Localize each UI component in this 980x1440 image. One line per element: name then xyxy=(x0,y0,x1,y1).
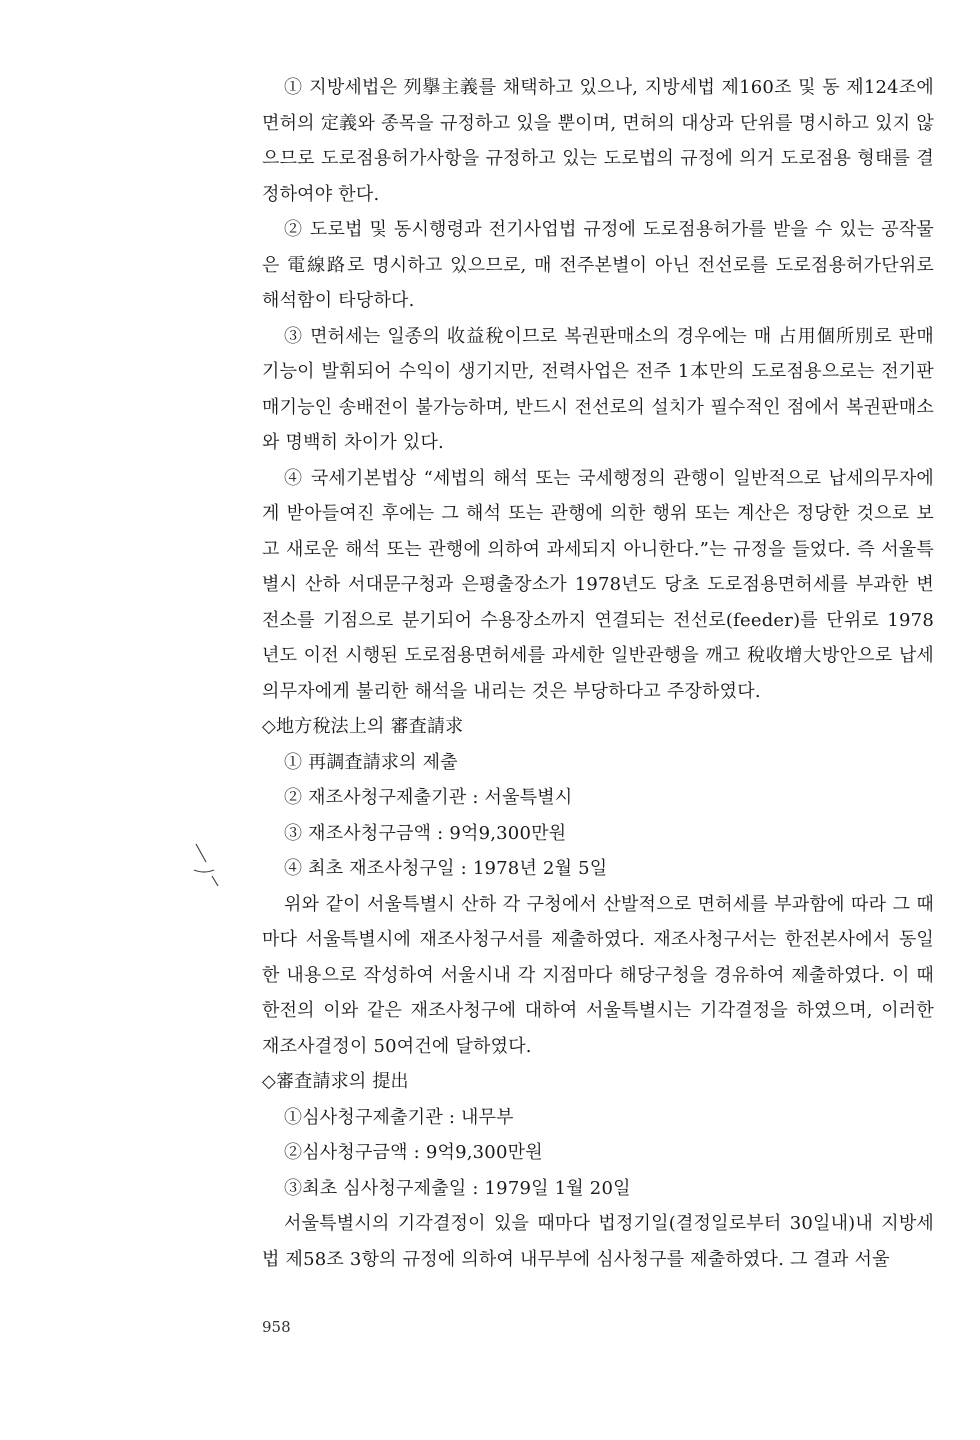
list-item: ② 재조사청구제출기관 : 서울특별시 xyxy=(284,787,573,808)
paragraph-3: ③ 면허세는 일종의 收益稅이므로 복권판매소의 경우에는 매 占用個所別로 판매기능이 발휘되어 수익이 생기지만, 전력사업은 전주 1本만의 도로점용으로는 전기판매기능인 송배전이 불가능하며, 반드시 전선로의 설치가 필수적인 점에서 복권판매소와 명백히 차이가 있다. xyxy=(262,325,934,453)
reinvestigation-list xyxy=(262,745,934,887)
list-item: ②심사청구금액 : 9억9,300만원 xyxy=(284,1142,543,1163)
page-number: 958 xyxy=(262,1318,291,1336)
list-item: ①심사청구제출기관 : 내무부 xyxy=(284,1106,514,1128)
list-item: ① 再調査請求의 제출 xyxy=(284,751,458,773)
paragraph-2: ② 도로법 및 동시행령과 전기사업법 규정에 도로점용허가를 받을 수 있는 공작물은 電線路로 명시하고 있으므로, 매 전주본별이 아닌 전선로를 도로점용허가단위로 해석함이 타당하다. xyxy=(262,219,934,311)
paragraph-review: 서울특별시의 기각결정이 있을 때마다 법정기일(결정일로부터 30일내)내 지방세법 제58조 3항의 규정에 의하여 내무부에 심사청구를 제출하였다. 그 결과 서울 xyxy=(262,1213,934,1270)
list-item: ③최초 심사청구제출일 : 1979일 1월 20일 xyxy=(284,1177,631,1199)
list-item: ④ 최초 재조사청구일 : 1978년 2월 5일 xyxy=(284,858,608,879)
scan-artifact-mark xyxy=(190,840,226,890)
list-item: ③ 재조사청구금액 : 9억9,300만원 xyxy=(284,822,567,844)
review-request-list xyxy=(262,1100,934,1207)
paragraph-reinvestigation: 위와 같이 서울특별시 산하 각 구청에서 산발적으로 면허세를 부과함에 따라 그 때마다 서울특별시에 재조사청구서를 제출하였다. 재조사청구서는 한전본사에서 동일한 내용으로 작성하여 서울시내 각 지점마다 해당구청을 경유하여 제출하였다. 이 때 한전의 이와 같은 재조사청구에 대하여 서울특별시는 기각결정을 하였으며, 이러한 재조사결정이 50여건에 달하였다. xyxy=(262,893,934,1057)
section-heading-review-submission: ◇審査請求의 提出 xyxy=(262,1071,409,1092)
paragraph-1: ① 지방세법은 列擧主義를 채택하고 있으나, 지방세법 제160조 및 동 제124조에 면허의 定義와 종목을 규정하고 있을 뿐이며, 면허의 대상과 단위를 명시하고 있지 않으므로 도로점용허가사항을 규정하고 있는 도로법의 규정에 의거 도로점용 형태를 결정하여야 한다. xyxy=(262,77,934,205)
section-heading-local-tax-review: ◇地方稅法上의 審査請求 xyxy=(262,716,464,737)
document-page xyxy=(262,70,934,1277)
paragraph-4: ④ 국세기본법상 “세법의 해석 또는 국세행정의 관행이 일반적으로 납세의무자에게 받아들여진 후에는 그 해석 또는 관행에 의한 행위 또는 계산은 정당한 것으로 보고 새로운 해석 또는 관행에 의하여 과세되지 아니한다.”는 규정을 들었다. 즉 서울특별시 산하 서대문구청과 은평출장소가 1978년도 당초 도로점용면허세를 부과한 변전소를 기점으로 분기되어 수용장소까지 연결되는 전선로(feeder)를 단위로 1978년도 이전 시행된 도로점용면허세를 과세한 일반관행을 깨고 稅收增大방안으로 납세의무자에게 불리한 해석을 내리는 것은 부당하다고 주장하였다. xyxy=(262,467,934,702)
